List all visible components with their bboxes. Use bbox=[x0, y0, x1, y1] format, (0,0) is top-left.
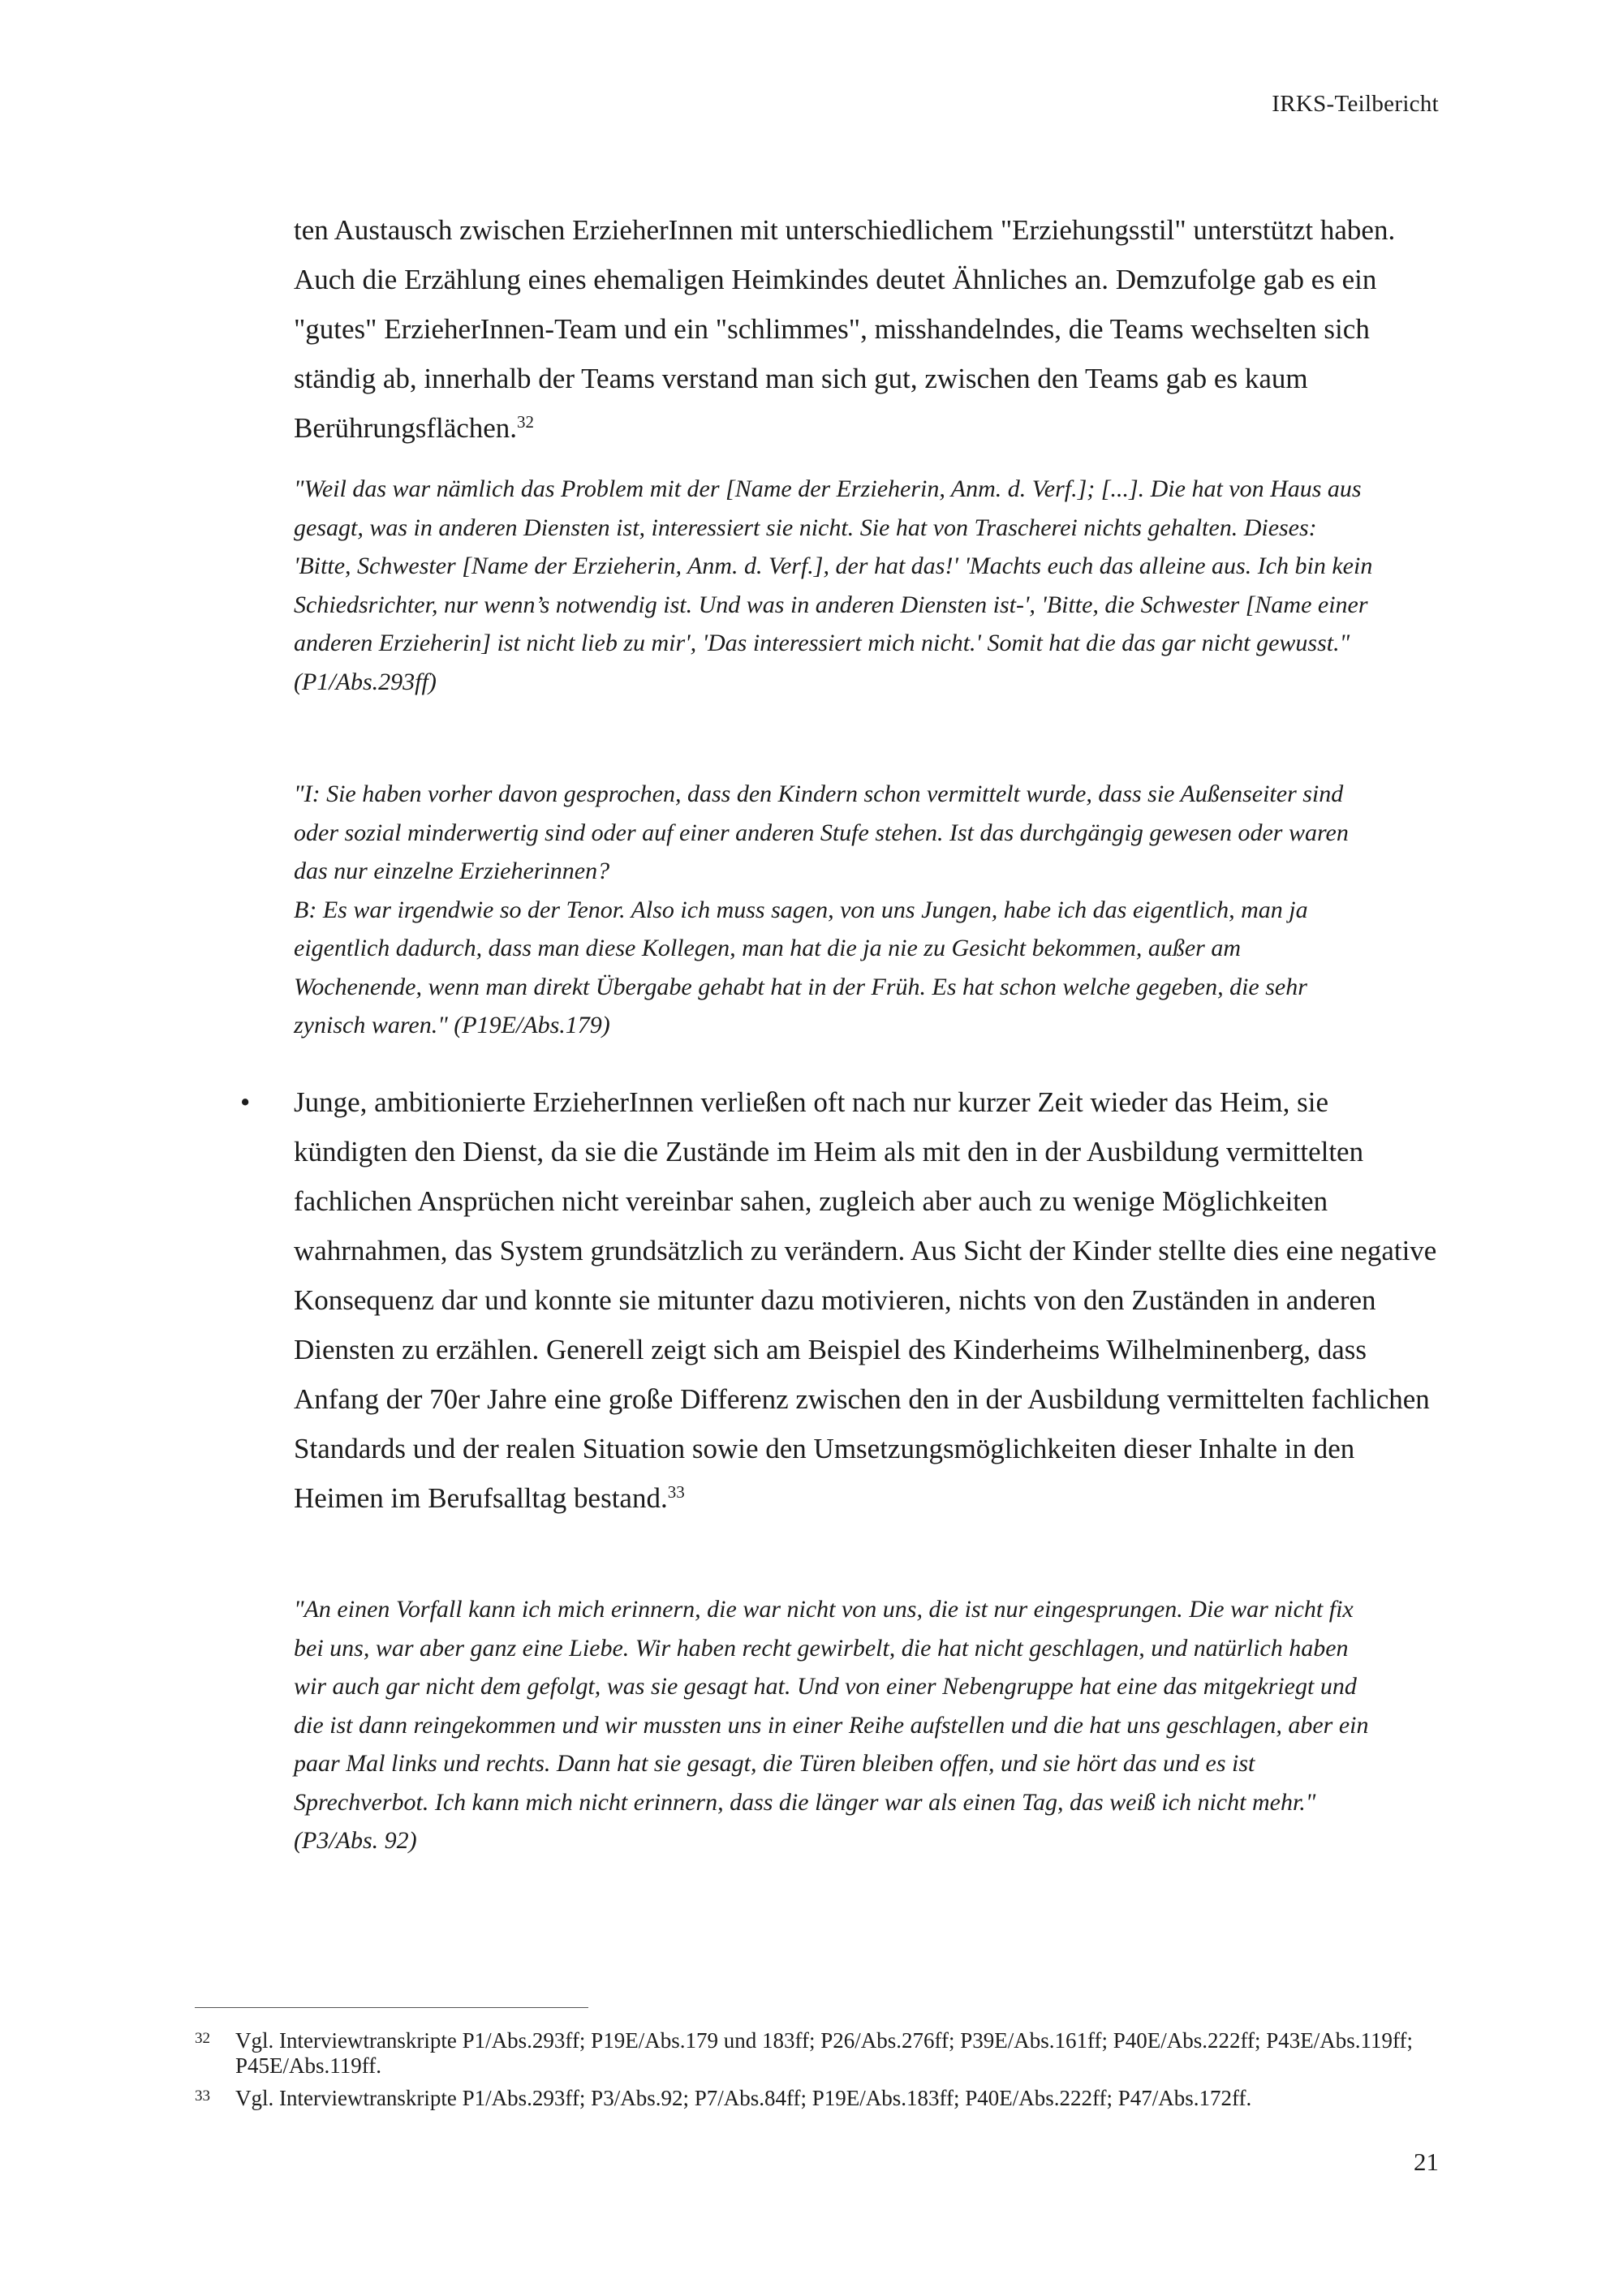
paragraph-intro-text: ten Austausch zwischen ErzieherInnen mit unterschiedlichem "Erziehungsstil" unterstützt haben. Auch die Erzählung eines ehemaligen Heimkindes deutet Ähnliches an. Demzufolge gab es ein "gutes" ErzieherInnen-Team und ein "schlimmes", misshandelndes, die Teams wechselten sich ständig ab, innerhalb der Teams verstand man sich gut, zwischen den Teams gab es kaum Berührungsflächen. bbox=[294, 214, 1396, 444]
footnote-33 bbox=[195, 2086, 1444, 2111]
footnote-32 bbox=[195, 2028, 1444, 2079]
footnote-text: Vgl. Interviewtranskripte P1/Abs.293ff; P3/Abs.92; P7/Abs.84ff; P19E/Abs.183ff; P40E/Abs.222ff; P47/Abs.172ff. bbox=[235, 2086, 1252, 2110]
interview-answer: B: Es war irgendwie so der Tenor. Also ich muss sagen, von uns Jungen, habe ich das eigentlich, man ja eigentlich dadurch, dass man diese Kollegen, man hat die ja nie zu Gesicht bekommen, außer am Wochenende, wenn man direkt Übergabe gehabt hat in der Früh. Es hat schon welche gegeben, die sehr zynisch waren." (P19E/Abs.179) bbox=[294, 896, 1308, 1038]
footnote-number: 32 bbox=[195, 2030, 210, 2047]
interview-quote-p1: "Weil das war nämlich das Problem mit der [Name der Erzieherin, Anm. d. Verf.]; [...]. Die hat von Haus aus gesagt, was in anderen Diensten ist, interessiert sie nicht. Sie hat von Trascherei nichts gehalten. Dieses: 'Bitte, Schwester [Name der Erzieherin, Anm. d. Verf.], der hat das!' 'Machts euch das alleine aus. Ich bin kein Schiedsrichter, nur wenn’s notwendig ist. Und was in anderen Diensten ist-', 'Bitte, die Schwester [Name einer anderen Erzieherin] ist nicht lieb zu mir', 'Das interessiert mich nicht.' Somit hat die das gar nicht gewusst." (P1/Abs.293ff) bbox=[294, 475, 1373, 695]
bullet-marker: • bbox=[240, 1086, 251, 1118]
paragraph-intro bbox=[294, 205, 1438, 453]
running-header: IRKS-Teilbericht bbox=[1272, 91, 1439, 117]
bullet-item bbox=[240, 1077, 1438, 1523]
interview-question: "I: Sie haben vorher davon gesprochen, dass den Kindern schon vermittelt wurde, dass sie Außenseiter sind oder sozial minderwertig sind oder auf einer anderen Stufe stehen. Ist das durchgängig gewesen oder waren das nur einzelne Erzieherinnen? bbox=[294, 780, 1349, 884]
interview-quote-p19e bbox=[294, 775, 1373, 1045]
footnote-text: Vgl. Interviewtranskripte P1/Abs.293ff; P19E/Abs.179 und 183ff; P26/Abs.276ff; P39E/Abs.161ff; P40E/Abs.222ff; P43E/Abs.119ff; P45E/Abs.119ff. bbox=[235, 2028, 1413, 2078]
footnote-ref-32[interactable]: 32 bbox=[517, 412, 535, 432]
page-number: 21 bbox=[1414, 2148, 1439, 2176]
bullet-paragraph bbox=[294, 1077, 1438, 1523]
interview-quote-p3: "An einen Vorfall kann ich mich erinnern, die war nicht von uns, die ist nur eingesprungen. Die war nicht fix bei uns, war aber ganz eine Liebe. Wir haben recht gewirbelt, die hat nicht geschlagen, und natürlich haben wir auch gar nicht dem gefolgt, was sie gesagt hat. Und von einer Nebengruppe hat eine das mitgekriegt und die ist dann reingekommen und wir mussten uns in einer Reihe aufstellen und die hat uns geschlagen, aber ein paar Mal links und rechts. Dann hat sie gesagt, die Türen bleiben offen, und sie hört das und es ist Sprechverbot. Ich kann mich nicht erinnern, dass die länger war als einen Tag, das weiß ich nicht mehr." (P3/Abs. 92) bbox=[294, 1596, 1369, 1854]
footnote-ref-33[interactable]: 33 bbox=[667, 1482, 685, 1502]
bullet-paragraph-text: Junge, ambitionierte ErzieherInnen verließen oft nach nur kurzer Zeit wieder das Heim, sie kündigten den Dienst, da sie die Zustände im Heim als mit den in der Ausbildung vermittelten fachlichen Ansprüchen nicht vereinbar sahen, zugleich aber auch zu wenige Möglichkeiten wahrnahmen, das System grundsätzlich zu verändern. Aus Sicht der Kinder stellte dies eine negative Konsequenz dar und konnte sie mitunter dazu motivieren, nichts von den Zuständen in anderen Diensten zu erzählen. Generell zeigt sich am Beispiel des Kinderheims Wilhelminenberg, dass Anfang der 70er Jahre eine große Differenz zwischen den in der Ausbildung vermittelten fachlichen Standards und der realen Situation sowie den Umsetzungsmöglichkeiten dieser Inhalte in den Heimen im Berufsalltag bestand. bbox=[294, 1086, 1437, 1514]
footnote-number: 33 bbox=[195, 2087, 210, 2105]
footnote-divider bbox=[195, 2007, 588, 2008]
